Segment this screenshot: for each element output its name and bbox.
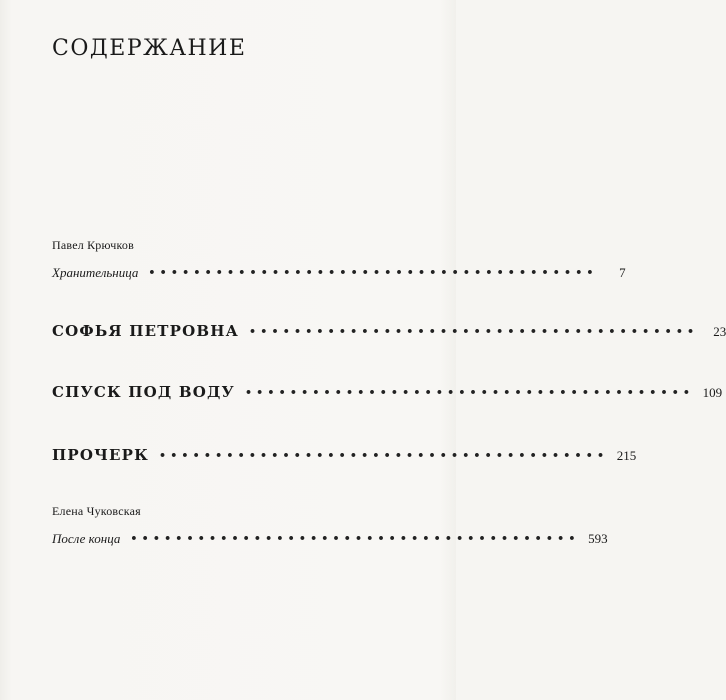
- entry-page-number: 215: [616, 448, 637, 463]
- dot-leader: ••••••••••••••••••••••••••••••••••••••••: [130, 532, 580, 545]
- entry-author: Павел Крючков: [52, 238, 134, 252]
- toc-entry-sofya-petrovna: [52, 322, 726, 340]
- entry-line: [52, 531, 608, 547]
- toc-entry-procherk: [52, 446, 637, 464]
- dot-leader: ••••••••••••••••••••••••••••••••••••••••: [249, 325, 699, 338]
- toc-entry-preface: [52, 238, 626, 281]
- entry-title: После конца: [52, 531, 121, 546]
- entry-line: [52, 383, 723, 401]
- dot-leader: ••••••••••••••••••••••••••••••••••••••••: [148, 266, 598, 279]
- entry-page-number: 109: [702, 385, 723, 400]
- entry-line: [52, 322, 726, 340]
- entry-title: Хранительница: [52, 265, 139, 280]
- entry-line: [52, 265, 626, 281]
- entry-author: Елена Чуковская: [52, 504, 141, 518]
- toc-entry-spusk-pod-vodu: [52, 383, 723, 401]
- dot-leader: ••••••••••••••••••••••••••••••••••••••••: [244, 386, 695, 399]
- entry-title: СОФЬЯ ПЕТРОВНА: [52, 322, 240, 340]
- entry-line: [52, 446, 637, 464]
- entry-title: СПУСК ПОД ВОДУ: [52, 383, 235, 401]
- toc-entry-posle-kontsa: [52, 504, 608, 547]
- page-title: СОДЕРЖАНИЕ: [52, 36, 247, 61]
- dot-leader: ••••••••••••••••••••••••••••••••••••••••: [158, 449, 609, 462]
- entry-page-number: 7: [619, 265, 626, 280]
- entry-page-number: 23: [713, 324, 726, 339]
- entry-title: ПРОЧЕРК: [52, 446, 149, 464]
- entry-page-number: 593: [588, 531, 608, 546]
